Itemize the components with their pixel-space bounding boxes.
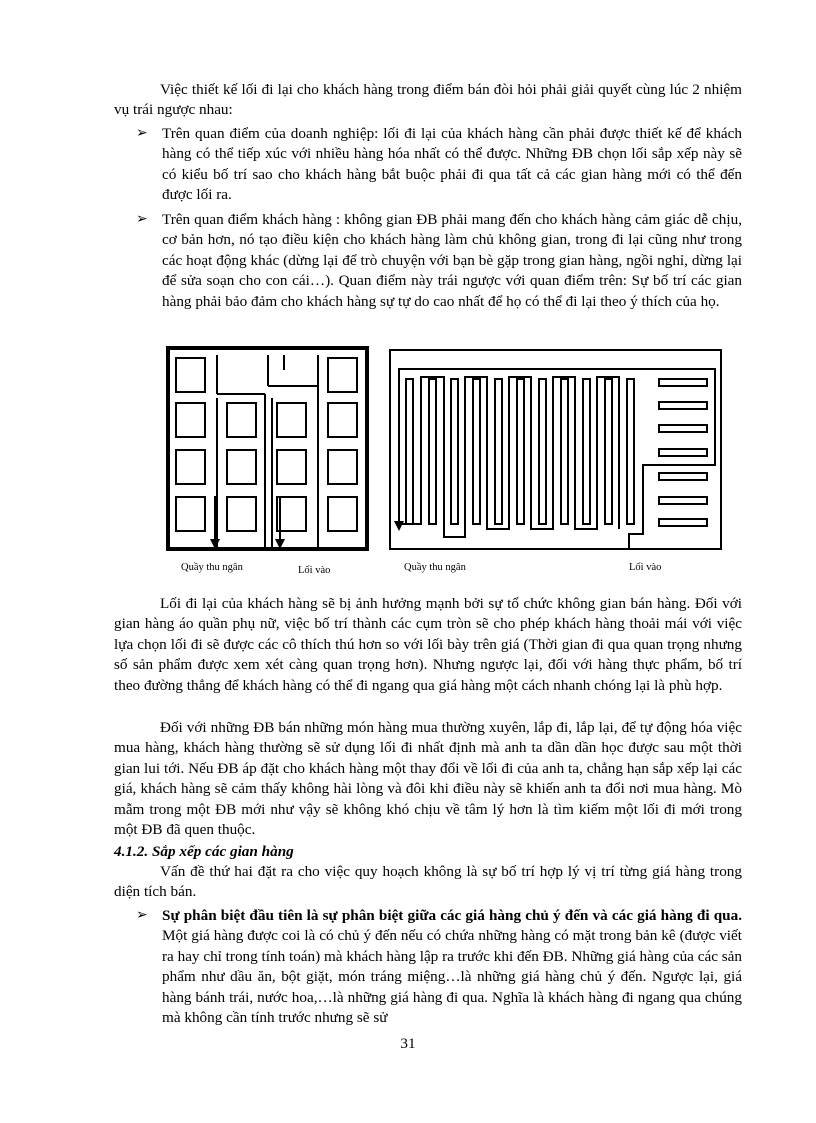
arrow-bullet-icon: ➢ — [136, 126, 148, 141]
paragraph-4: Vấn đề thứ hai đặt ra cho việc quy hoạch không là sự bố trí hợp lý vị trí từng giá hàng trong diện tích bán. — [114, 863, 742, 901]
bullet-business-view — [136, 124, 742, 206]
bullet-shelf-distinction — [136, 906, 742, 1028]
paragraph-3: Đối với những ĐB bán những món hàng mua thường xuyên, lắp đi, lắp lại, để tự động hóa việc mua hàng, khách hàng thường sẽ sử dụng lối đi nhất định mà anh ta dần dần học được sau một thời gian lui tới. Nếu ĐB áp đặt cho khách hàng một thay đổi về lối đi của anh ta, chẳng hạn sắp xếp lại các giá, khách hàng sẽ cảm thấy không hài lòng và đôi khi điều này sẽ khiến anh ta đổi nơi mua hàng. Mò mẫm trong một ĐB mới như vậy sẽ không khó chịu về tâm lý hơn là tìm kiếm một lối đi mới trong một ĐB đã quen thuộc. — [114, 719, 742, 839]
bullet-text: Trên quan điểm khách hàng : không gian ĐB phải mang đến cho khách hàng cảm giác dễ chịu, cơ bản hơn, nó tạo điều kiện cho khách hàng làm chủ không gian, trong đi lại cũng như trong các hoạt động khác (dừng lại để trò chuyện với bạn bè gặp trong gian hàng, ngồi nghỉ, dừng lại để sửa soạn cho con cái…). Quan điểm này trái ngược với quan điểm trên: Sự bố trí các gian hàng phải bảo đảm cho khách hàng sự tự do cao nhất để họ có thể đi lại theo ý thích của họ. — [162, 211, 742, 310]
page-number: 31 — [400, 1035, 416, 1052]
path-arrow — [394, 521, 404, 531]
customer-path — [399, 369, 715, 549]
bullet-customer-view — [136, 210, 742, 312]
shelf-blocks — [176, 358, 357, 531]
paragraph-2: Lối đi lại của khách hàng sẽ bị ảnh hưởng mạnh bởi sự tổ chức không gian bán hàng. Đối với gian hàng áo quần phụ nữ, việc bố trí thành các cụm tròn sẽ cho phép khách hàng thoải mái với việc lựa chọn lối đi sẽ được các cô thích thú hơn so với lối bày trên giá (Thời gian đi qua quan trọng nhưng số sản phẩm được xem xét càng quan trọng hơn). Nhưng ngược lại, đối với hàng thực phẩm, bố trí theo đường thẳng để khách hàng có thể đi ngang qua giá hàng một cách nhanh chóng lại là phù hợp. — [114, 595, 742, 694]
bullet-bold-lead: Sự phân biệt đầu tiên là sự phân biệt giữa các giá hàng chủ ý đến và các giá hàng đi qua. — [162, 907, 742, 924]
grid-layout-figure — [166, 346, 370, 554]
intro-paragraph: Việc thiết kế lối đi lại cho khách hàng trong điểm bán đòi hỏi phải giải quyết cùng lúc 2 nhiệm vụ trái ngược nhau: — [114, 81, 742, 119]
bullet-text: Một giá hàng được coi là có chủ ý đến nếu có chứa những hàng có mặt trong bản kê (được viết ra hay chỉ trong tính toán) mà khách hàng lập ra trước khi đến ĐB. Những giá hàng của các sản phẩm như dầu ăn, bột giặt, món tráng miệng…là những giá hàng chủ ý đến. Ngược lại, giá hàng bánh trái, nước hoa,…là những giá hàng đi qua. Nghĩa là khách hàng đi ngang qua chúng mà không cần tính trước nhưng sẽ sử — [162, 927, 742, 1027]
right-entrance-label: Lối vào — [629, 562, 662, 573]
section-heading: 4.1.2. Sắp xếp các gian hàng — [114, 843, 294, 860]
aisle-shelves — [406, 379, 634, 524]
arrow-bullet-icon: ➢ — [136, 908, 148, 923]
serpentine-layout-figure — [389, 349, 723, 551]
path-arrows — [210, 496, 285, 549]
bullet-text: Trên quan điểm của doanh nghiệp: lối đi lại của khách hàng cần phải được thiết kế để khách hàng có thể tiếp xúc với nhiều hàng hóa nhất có thể được. Những ĐB chọn lối sắp xếp này sẽ có kiểu bố trí sao cho khách hàng bắt buộc phải đi qua tất cả các gian hàng mới có thể đến được lối ra. — [162, 125, 742, 204]
arrow-bullet-icon: ➢ — [136, 212, 148, 227]
right-cashier-label: Quầy thu ngân — [404, 562, 466, 573]
end-shelves — [659, 379, 707, 526]
left-entrance-label: Lối vào — [298, 565, 331, 576]
left-cashier-label: Quầy thu ngân — [181, 562, 243, 573]
walkways — [217, 355, 318, 549]
